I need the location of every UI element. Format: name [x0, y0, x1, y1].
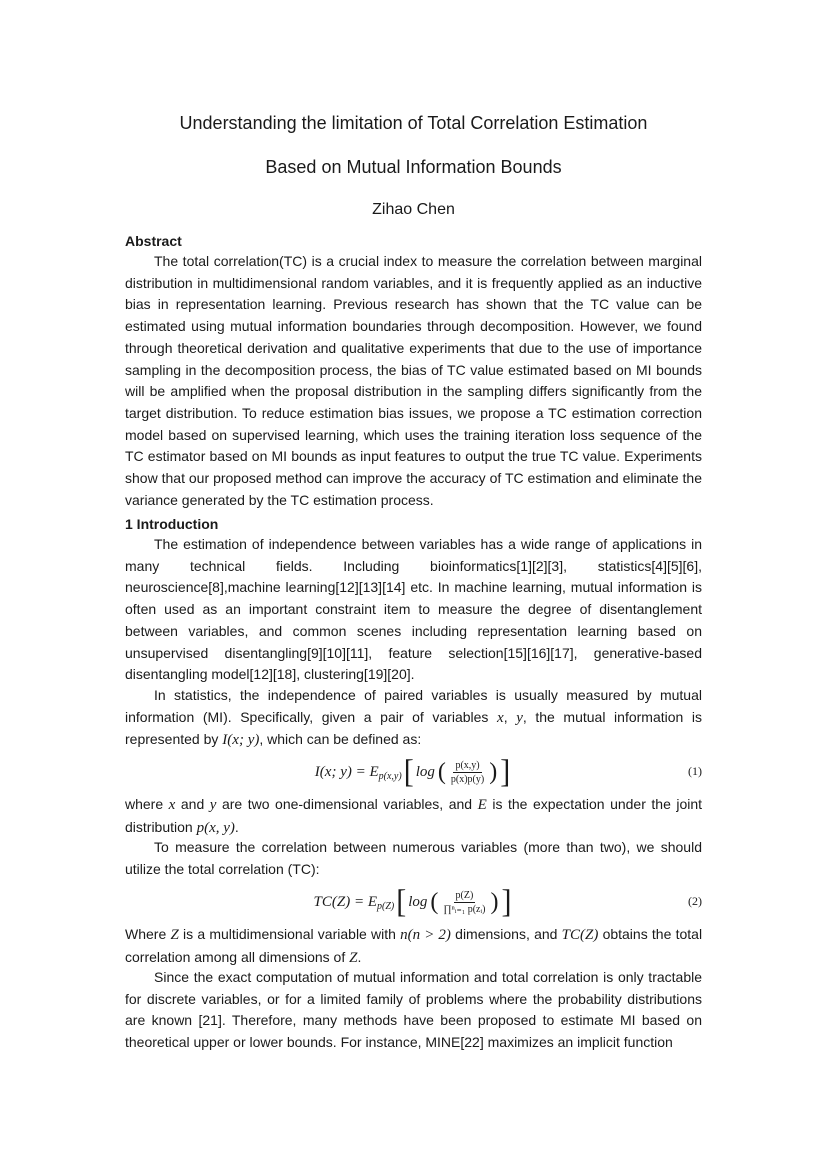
introduction-heading: 1 Introduction — [125, 516, 219, 532]
p3-text-2: are two one-dimensional variables, and — [221, 796, 473, 812]
author-name: Zihao Chen — [372, 201, 455, 218]
mi-expression: I(x; y) — [222, 732, 260, 749]
abstract-text: The total correlation(TC) is a crucial index to measure the correlation between marginal distribution in multidimensional random variables, and it is frequently applied as an inductive bias in representation learning. Previous research has shown that the TC value can be estimated using mutual information boundaries through decomposition. However, we found through theoretical derivation and qualitative experiments that due to the use of importance sampling in the decomposition process, the bias of TC value estimated based on MI bounds will be amplified when the proposal distribution in the sampling differs significantly from the target distribution. To reduce estimation bias issues, we propose a TC estimation correction model based on supervised learning, which uses the training iteration loss sequence of the TC estimator based on MI bounds as input features to output the true TC value. Experiments show that our proposed method can improve the accuracy of TC estimation and eliminate the variance generated by the TC estimation process. — [125, 253, 702, 508]
p2-text-2: , the mutual information is represented by — [125, 708, 703, 748]
p3-text-1: where — [125, 796, 164, 812]
eq2-log: log — [408, 893, 428, 910]
eq1-denominator: p(x)p(y) — [450, 773, 485, 785]
p2-text-1: In statistics, the independence of paired variables is usually measured by mutual information (MI). Specifically, given a pair of variables — [125, 687, 702, 725]
eq1-number: (1) — [688, 764, 702, 778]
equation-1 — [125, 752, 702, 792]
equation-2-body — [125, 882, 702, 922]
p3-and: and — [180, 796, 205, 812]
eq2-denominator: ∏ⁿᵢ₌₁ p(zᵢ) — [443, 903, 486, 915]
eq1-numerator: p(x,y) — [455, 759, 480, 771]
paragraph-3 — [125, 794, 702, 839]
eq2-right-paren: ) — [490, 889, 499, 915]
intro-paragraph-1: The estimation of independence between variables has a wide range of applications in many technical fields. Including bioinformatics[1][2][3], statistics[4][5][6], neuroscience[8],machine learning[12][13][14] etc. In machine learning, mutual information is often used as an important constraint item to measure the degree of disentanglement between variables, and common scenes including representation learning based on unsupervised disentangling[9][10][11], feature selection[15][16][17], generative-based disentangling model[12][18], clustering[19][20]. — [125, 536, 702, 683]
eq1-fraction — [449, 760, 486, 785]
p2-comma: , — [503, 708, 508, 725]
equation-2 — [125, 882, 702, 922]
eq2-number: (2) — [688, 894, 702, 908]
p5-tc-expression: TC(Z) — [561, 927, 599, 943]
eq1-right-paren: ) — [489, 759, 498, 785]
p5-var-z-2: Z — [349, 949, 358, 966]
p5-text-4: obtains the total correlation among all dimensions of — [125, 926, 703, 965]
intro-paragraph-2 — [125, 685, 702, 752]
paragraph-5 — [125, 924, 702, 969]
p5-dimension-count: n(n > 2) — [400, 927, 451, 943]
var-x: x — [497, 709, 504, 726]
p3-var-e: E — [477, 797, 487, 813]
p5-var-z: Z — [170, 927, 179, 943]
p5-end: . — [357, 948, 362, 965]
eq2-subscript: p(Z) — [377, 900, 395, 912]
eq1-left-bracket: [ — [403, 753, 414, 790]
p5-text-3: dimensions, and — [455, 926, 558, 942]
eq1-lhs: I(x; y) = E — [314, 763, 379, 780]
paragraph-4: To measure the correlation between numerous variables (more than two), we should utilize the total correlation (TC): — [125, 839, 702, 877]
eq2-left-bracket: [ — [396, 883, 407, 920]
eq2-lhs: TC(Z) = E — [313, 893, 378, 910]
var-y: y — [516, 709, 523, 726]
eq2-left-paren: ( — [430, 889, 439, 915]
abstract-heading: Abstract — [125, 233, 182, 249]
eq1-right-bracket: ] — [500, 753, 511, 790]
p3-end: . — [234, 818, 239, 835]
eq2-fraction — [441, 890, 487, 915]
eq1-left-paren: ( — [437, 759, 446, 785]
eq1-log: log — [415, 763, 435, 780]
paragraph-6: Since the exact computation of mutual information and total correlation is only tractable for discrete variables, or for a limited family of problems where the probability distributions are known [21]. Therefore, many methods have been proposed to estimate MI based on theoretical upper or lower bounds. For instance, MINE[22] maximizes an implicit function — [125, 969, 702, 1051]
p3-var-y: y — [209, 797, 217, 813]
p3-text-3: is the expectation under the joint distribution — [125, 796, 703, 835]
p3-distribution: p(x, y) — [196, 819, 235, 836]
eq1-subscript: p(x,y) — [378, 770, 402, 782]
p5-text-1: Where — [125, 926, 167, 942]
eq2-right-bracket: ] — [501, 883, 512, 920]
paper-title-line-1: Understanding the limitation of Total Correlation Estimation — [179, 113, 648, 133]
equation-1-body — [125, 752, 702, 792]
p3-var-x: x — [168, 797, 176, 813]
eq2-numerator: p(Z) — [455, 889, 474, 901]
p2-text-3: , which can be defined as: — [259, 731, 422, 748]
p5-text-2: is a multidimensional variable with — [183, 926, 396, 942]
paper-title-line-2: Based on Mutual Information Bounds — [265, 157, 562, 177]
